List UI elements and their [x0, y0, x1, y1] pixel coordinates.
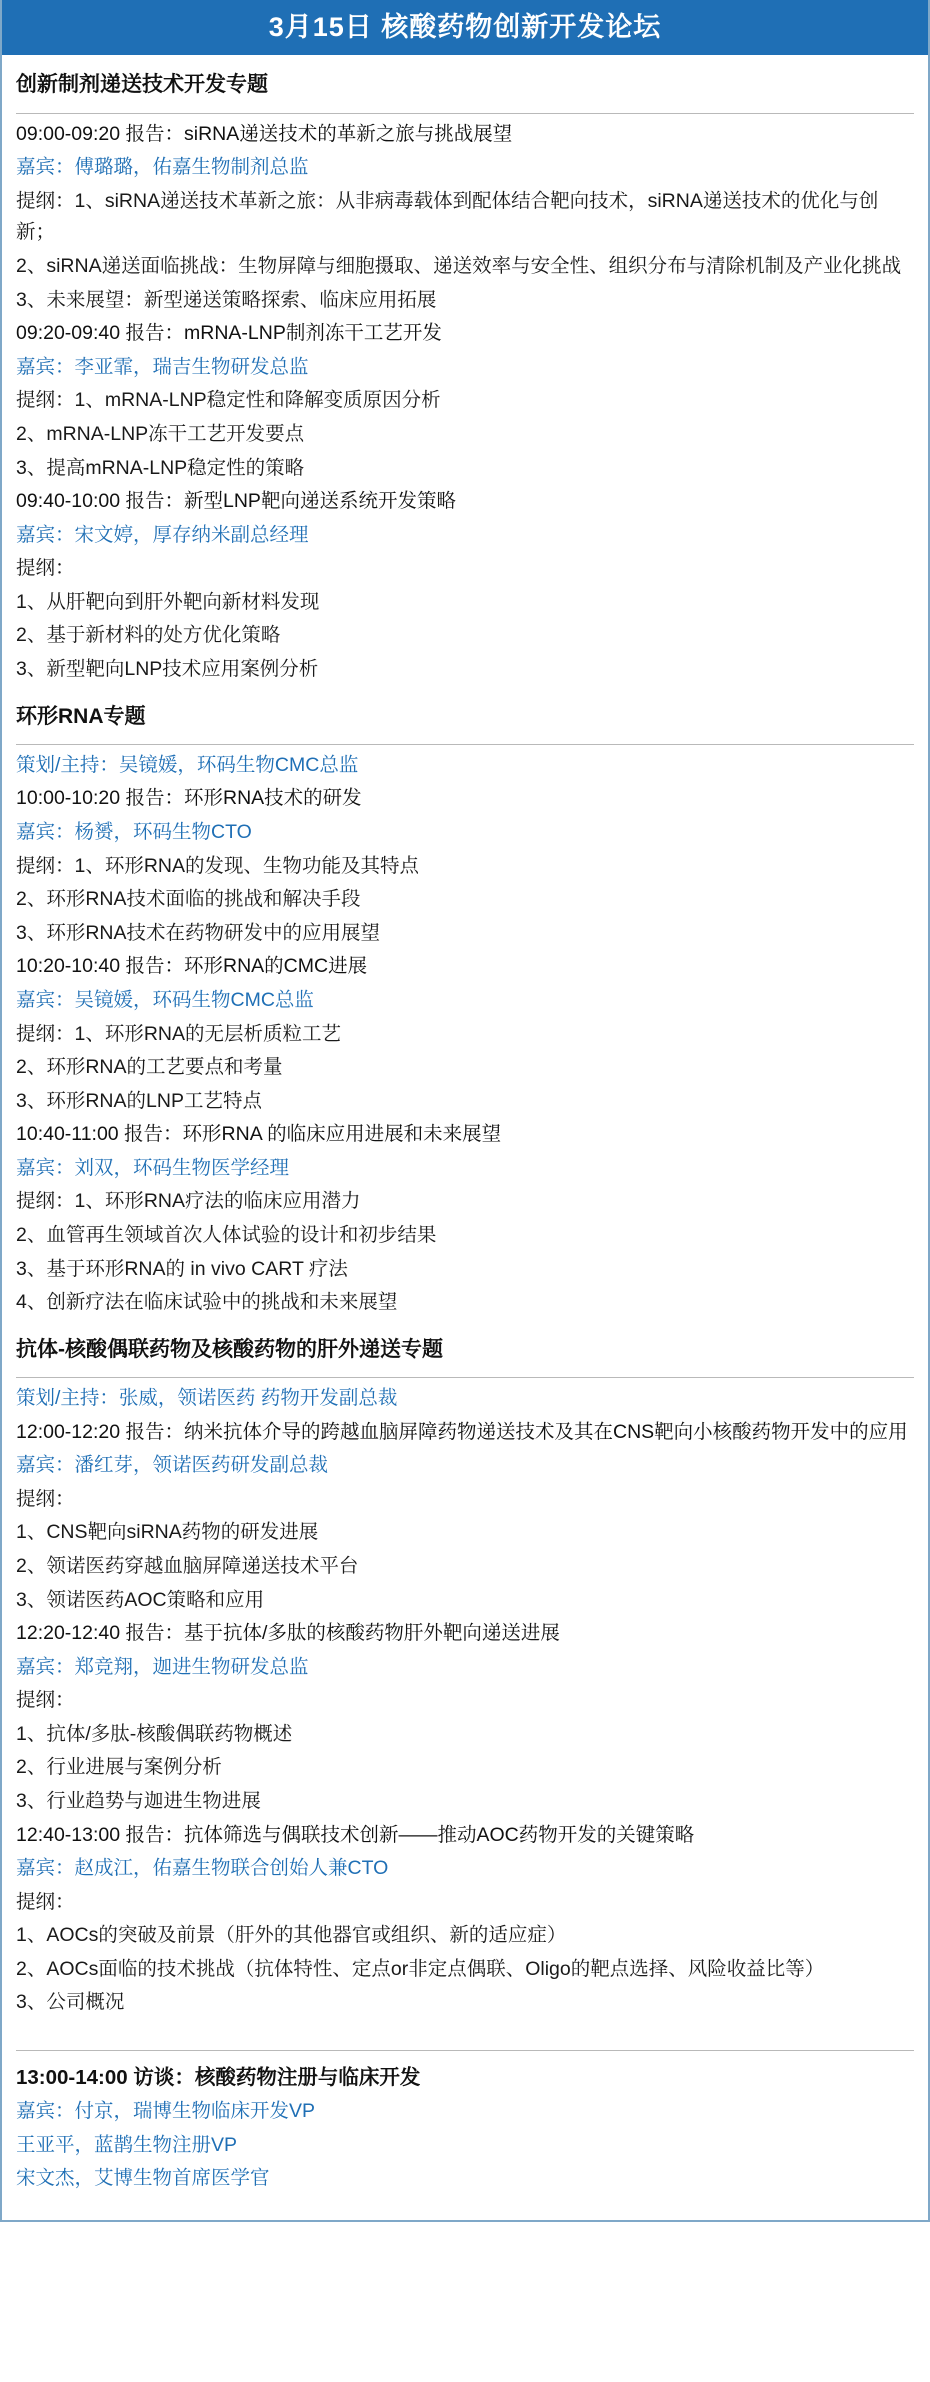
session-outline-item: 1、AOCs的突破及前景（肝外的其他器官或组织、新的适应症） — [16, 1924, 567, 1947]
section-circrna — [16, 697, 914, 1328]
session-outline: 提纲： — [16, 1890, 75, 1913]
session-outline-item: 2、AOCs面临的技术挑战（抗体特性、定点or非定点偶联、Oligo的靶点选择、风险收益比等） — [16, 1957, 825, 1980]
session-outline: 提纲： — [16, 1487, 75, 1510]
session-outline: 提纲：1、环形RNA的无层析质粒工艺 — [16, 1022, 342, 1045]
section-tail-spacer — [16, 2020, 914, 2028]
session-outline: 提纲： — [16, 1689, 75, 1712]
session-outline-item: 2、行业进展与案例分析 — [16, 1756, 222, 1779]
section-antibody-conjugate — [16, 1330, 914, 2028]
section-divider — [16, 2050, 914, 2051]
session-outline: 2、血管再生领域首次人体试验的设计和初步结果 — [16, 1224, 437, 1246]
session-outline-item: 2、基于新材料的处方优化策略 — [16, 624, 281, 647]
session-outline-item: 3、行业趋势与迦进生物进展 — [16, 1790, 261, 1813]
section-divider — [16, 1377, 914, 1378]
session-outline-item: 1、抗体/多肽-核酸偶联药物概述 — [16, 1722, 293, 1745]
section-interview — [16, 2030, 914, 2204]
session-planner: 策划/主持：吴镜媛，环码生物CMC总监 — [16, 753, 359, 776]
session-outline: 3、提高mRNA-LNP稳定性的策略 — [16, 456, 305, 479]
interview-title: 13:00-14:00 访谈：核酸药物注册与临床开发 — [16, 2066, 421, 2090]
session-outline-item: 3、公司概况 — [16, 1991, 125, 2014]
session-time-title: 12:40-13:00 报告：抗体筛选与偶联技术创新——推动AOC药物开发的关键策略 — [16, 1823, 695, 1846]
agenda-content — [2, 55, 928, 2220]
session-planner: 策划/主持：张威，领诺医药 药物开发副总裁 — [16, 1387, 398, 1410]
session-speaker: 嘉宾：潘红芽，领诺医药研发副总裁 — [16, 1454, 329, 1477]
session-time-title: 10:00-10:20 报告：环形RNA技术的研发 — [16, 787, 362, 810]
session-outline-item: 3、新型靶向LNP技术应用案例分析 — [16, 657, 319, 680]
session-speaker: 嘉宾：吴镜媛，环码生物CMC总监 — [16, 988, 314, 1011]
session-outline: 3、环形RNA的LNP工艺特点 — [16, 1089, 262, 1112]
session-speaker: 嘉宾：付京，瑞博生物临床开发VP — [16, 2100, 316, 2123]
session-time-title: 09:00-09:20 报告：siRNA递送技术的革新之旅与挑战展望 — [16, 122, 513, 145]
session-outline: 2、siRNA递送面临挑战：生物屏障与细胞摄取、递送效率与安全性、组织分布与清除机制及产业化挑战 — [16, 255, 902, 278]
section-divider — [16, 744, 914, 745]
session-outline-item: 2、领诺医药穿越血脑屏障递送技术平台 — [16, 1554, 359, 1577]
session-outline: 提纲： — [16, 557, 75, 580]
section-divider — [16, 113, 914, 114]
session-speaker: 嘉宾：傅璐璐，佑嘉生物制剂总监 — [16, 156, 309, 179]
sections-container — [16, 65, 914, 2204]
session-speaker: 嘉宾：李亚霏，瑞吉生物研发总监 — [16, 355, 309, 378]
session-outline: 3、环形RNA技术在药物研发中的应用展望 — [16, 921, 381, 944]
section-tail-spacer — [16, 2196, 914, 2204]
session-outline: 提纲：1、siRNA递送技术革新之旅：从非病毒载体到配体结合靶向技术，siRNA递送技术的优化与创新； — [16, 189, 879, 244]
session-time-title: 10:20-10:40 报告：环形RNA的CMC进展 — [16, 955, 368, 978]
session-speaker: 嘉宾：郑竞翔，迦进生物研发总监 — [16, 1655, 309, 1678]
session-outline: 2、mRNA-LNP冻干工艺开发要点 — [16, 422, 305, 445]
session-speaker: 嘉宾：杨赟，环码生物CTO — [16, 821, 252, 844]
session-outline: 4、创新疗法在临床试验中的挑战和未来展望 — [16, 1291, 398, 1314]
session-outline: 提纲：1、mRNA-LNP稳定性和降解变质原因分析 — [16, 389, 441, 412]
session-outline: 提纲：1、环形RNA的发现、生物功能及其特点 — [16, 854, 420, 877]
session-time-title: 12:20-12:40 报告：基于抗体/多肽的核酸药物肝外靶向递送进展 — [16, 1622, 560, 1645]
session-speaker: 王亚平，蓝鹊生物注册VP — [16, 2133, 238, 2156]
session-outline: 3、未来展望：新型递送策略探索、临床应用拓展 — [16, 288, 437, 311]
session-outline: 2、环形RNA技术面临的挑战和解决手段 — [16, 888, 361, 911]
section-delivery — [16, 65, 914, 694]
section-title: 创新制剂递送技术开发专题 — [16, 73, 268, 97]
session-time-title: 12:00-12:20 报告：纳米抗体介导的跨越血脑屏障药物递送技术及其在CNS靶向小核酸药物开发中的应用 — [16, 1420, 908, 1443]
session-time-title: 09:20-09:40 报告：mRNA-LNP制剂冻干工艺开发 — [16, 322, 442, 345]
section-spacer — [16, 2030, 914, 2044]
session-outline: 提纲：1、环形RNA疗法的临床应用潜力 — [16, 1190, 361, 1213]
section-tail-spacer — [16, 1320, 914, 1328]
session-speaker: 嘉宾：赵成江，佑嘉生物联合创始人兼CTO — [16, 1857, 389, 1880]
page-banner-title: 3月15日 核酸药物创新开发论坛 — [2, 0, 928, 55]
section-title: 抗体-核酸偶联药物及核酸药物的肝外递送专题 — [16, 1337, 443, 1361]
session-speaker: 嘉宾：刘双，环码生物医学经理 — [16, 1156, 290, 1179]
session-outline: 2、环形RNA的工艺要点和考量 — [16, 1056, 283, 1079]
session-outline-item: 1、从肝靶向到肝外靶向新材料发现 — [16, 590, 320, 613]
session-time-title: 09:40-10:00 报告：新型LNP靶向递送系统开发策略 — [16, 490, 456, 513]
session-speaker: 宋文杰，艾博生物首席医学官 — [16, 2167, 270, 2190]
session-time-title: 10:40-11:00 报告：环形RNA 的临床应用进展和未来展望 — [16, 1123, 502, 1146]
section-title: 环形RNA专题 — [16, 704, 146, 728]
session-outline-item: 3、领诺医药AOC策略和应用 — [16, 1588, 265, 1611]
session-outline-item: 1、CNS靶向siRNA药物的研发进展 — [16, 1521, 319, 1544]
session-outline: 3、基于环形RNA的 in vivo CART 疗法 — [16, 1257, 348, 1280]
section-tail-spacer — [16, 687, 914, 695]
session-speaker: 嘉宾：宋文婷，厚存纳米副总经理 — [16, 523, 309, 546]
